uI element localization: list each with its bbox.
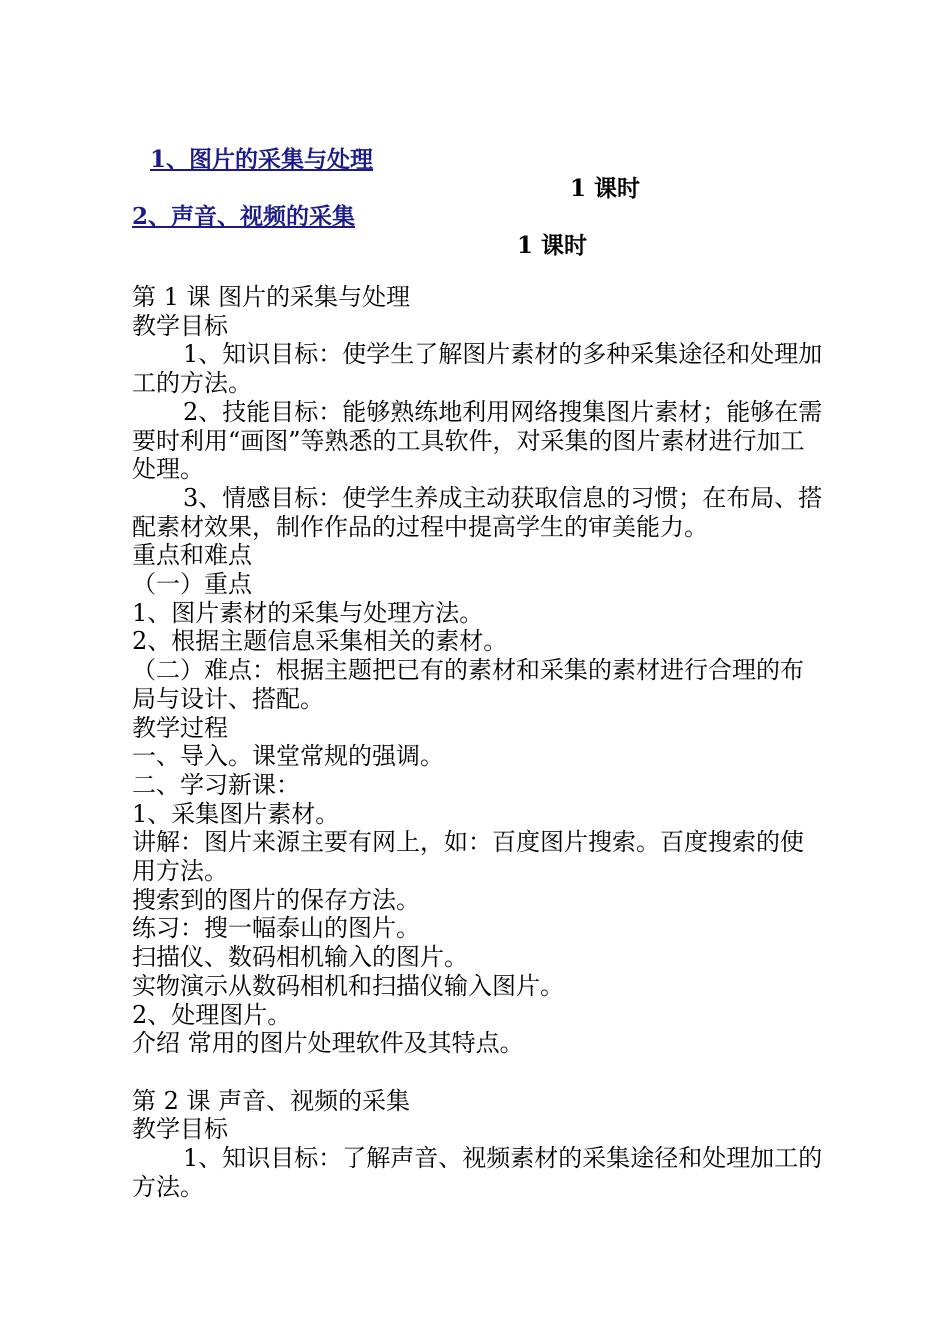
toc-link-lesson-2[interactable]: 2、声音、视频的采集	[132, 203, 356, 230]
lesson-1-objectives-heading: 教学目标	[132, 311, 228, 340]
toc-hours-lesson-2: 1 课时	[517, 232, 588, 259]
lesson-2-objective-knowledge: 1、知识目标：了解声音、视频素材的采集途径和处理加工的方法。	[132, 1144, 823, 1201]
lesson-1-keypoints-heading: 重点和难点	[132, 541, 252, 570]
lesson-1-process-item: 讲解：图片来源主要有网上，如：百度图片搜索。百度搜索的使用方法。	[132, 828, 804, 886]
lesson-2-objectives-heading: 教学目标	[132, 1115, 228, 1144]
toc-hours-lesson-1: 1 课时	[570, 175, 641, 202]
lesson-1-process-item: 实物演示从数码相机和扫描仪输入图片。	[132, 971, 564, 1000]
lesson-1-keypoint-item: 2、根据主题信息采集相关的素材。	[132, 627, 508, 656]
lesson-1-process-item: 一、导入。课堂常规的强调。	[132, 742, 444, 771]
section-gap	[132, 1058, 824, 1087]
lesson-1-process-item: 二、学习新课：	[132, 770, 300, 799]
lesson-1-process-item: 介绍 常用的图片处理软件及其特点。	[132, 1029, 524, 1058]
document-body	[132, 283, 824, 1201]
lesson-1-difficulty: （二）难点：根据主题把已有的素材和采集的素材进行合理的布局与设计、搭配。	[132, 656, 804, 713]
lesson-2-title: 第 2 课 声音、视频的采集	[132, 1086, 411, 1115]
lesson-1-process-item: 1、采集图片素材。	[132, 799, 340, 828]
lesson-1-objective-emotion: 3、情感目标：使学生养成主动获取信息的习惯；在布局、搭配素材效果，制作作品的过程中提高学生的审美能力。	[132, 483, 823, 541]
lesson-1-process-heading: 教学过程	[132, 713, 228, 742]
lesson-1-title: 第 1 课 图片的采集与处理	[132, 283, 411, 311]
toc-link-lesson-1[interactable]: 1、图片的采集与处理	[150, 146, 374, 173]
lesson-1-process-item: 2、处理图片。	[132, 1000, 292, 1029]
lesson-1-keypoint-item: 1、图片素材的采集与处理方法。	[132, 598, 484, 627]
lesson-1-process-item: 搜索到的图片的保存方法。	[132, 885, 420, 914]
lesson-1-objective-skill: 2、技能目标：能够熟练地利用网络搜集图片素材；能够在需要时利用“画图”等熟悉的工具软件，对采集的图片素材进行加工处理。	[132, 397, 823, 484]
lesson-1-process-item: 练习：搜一幅泰山的图片。	[132, 914, 420, 943]
lesson-1-process-item: 扫描仪、数码相机输入的图片。	[132, 943, 468, 972]
lesson-1-objective-knowledge: 1、知识目标：使学生了解图片素材的多种采集途径和处理加工的方法。	[132, 340, 823, 398]
lesson-1-keypoints-sub: （一）重点	[132, 570, 252, 599]
